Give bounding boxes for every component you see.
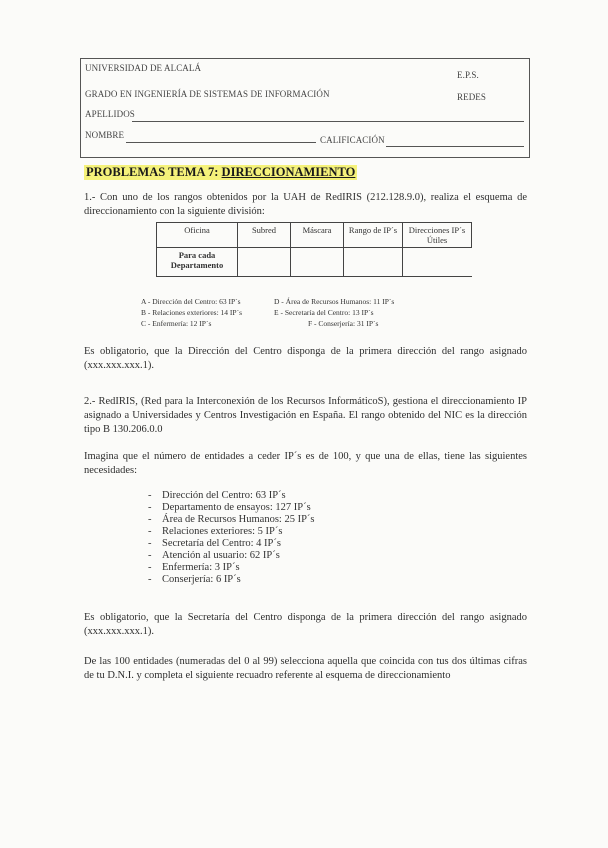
degree-name: GRADO EN INGENIERÍA DE SISTEMAS DE INFORMACIÓN — [85, 89, 330, 99]
department-list-right — [274, 296, 394, 329]
table-cell-usable — [403, 248, 472, 277]
list-item: B - Relaciones exteriores: 14 IP´s — [141, 308, 243, 317]
university-name: UNIVERSIDAD DE ALCALÁ — [85, 63, 202, 73]
table-cell-subnet — [238, 248, 291, 277]
list-item: - Secretaría del Centro: 4 IP´s — [148, 538, 315, 550]
name-line — [126, 142, 316, 143]
problem1-note: Es obligatorio, que la Dirección del Centro disponga de la primera dirección del rango asignado (xxx.xxx.xxx.1). — [84, 346, 527, 371]
department-list-left — [141, 296, 242, 329]
list-item: D - Área de Recursos Humanos: 11 IP´s — [274, 297, 395, 306]
subject-name: REDES — [457, 92, 487, 102]
list-item: - Área de Recursos Humanos: 25 IP´s — [148, 514, 315, 526]
surname-label: APELLIDOS — [85, 109, 135, 119]
problem2-selection: De las 100 entidades (numeradas del 0 al 99) selecciona aquella que coincida con tus dos últimas cifras de tu D.N.I. y completa el siguiente recuadro referente al esquema de direccionamiento — [84, 656, 527, 681]
title-topic: DIRECCIONAMIENTO — [221, 165, 356, 179]
list-item: - Atención al usuario: 62 IP´s — [148, 550, 315, 562]
title-prefix: PROBLEMAS TEMA 7: — [86, 165, 222, 179]
school-name: E.P.S. — [457, 70, 479, 80]
problem2-note: Es obligatorio, que la Secretaría del Centro disponga de la primera dirección del rango asignado (xxx.xxx.xxx.1). — [84, 612, 527, 637]
addressing-table — [156, 222, 472, 277]
table-cell-mask — [291, 248, 344, 277]
table-header: Oficina — [157, 223, 238, 248]
grade-label: CALIFICACIÓN — [320, 135, 385, 145]
list-item: - Departamento de ensayos: 127 IP´s — [148, 502, 315, 514]
page-title — [84, 165, 357, 180]
list-item: F - Conserjería: 31 IP´s — [308, 319, 379, 328]
list-item: C - Enfermería: 12 IP´s — [141, 319, 212, 328]
list-item: - Conserjería: 6 IP´s — [148, 574, 315, 586]
list-item: - Enfermería: 3 IP´s — [148, 562, 315, 574]
list-item: A - Dirección del Centro: 63 IP´s — [141, 297, 241, 306]
name-label: NOMBRE — [85, 130, 125, 140]
problem1-intro: 1.- Con uno de los rangos obtenidos por la UAH de RedIRIS (212.128.9.0), realiza el esquema de direccionamiento con la siguiente división: — [84, 192, 527, 217]
table-header: Subred — [238, 223, 291, 248]
problem2-intro: 2.- RedIRIS, (Red para la Interconexión de los Recursos InformáticoS), gestiona el direccionamiento IP asignado a Universidades y Centros Investigación en España. El rango obtenido del NIC es la dirección tipo B 130.206.0.0 — [84, 396, 527, 435]
list-item: E - Secretaría del Centro: 13 IP´s — [274, 308, 374, 317]
table-header: Máscara — [291, 223, 344, 248]
table-cell-range — [344, 248, 403, 277]
table-header-row — [157, 223, 472, 248]
table-row-label: Para cada Departamento — [157, 248, 238, 277]
table-row — [157, 248, 472, 277]
problem2-entities: Imagina que el número de entidades a ceder IP´s es de 100, y que una de ellas, tiene las siguientes necesidades: — [84, 451, 527, 476]
list-item: - Dirección del Centro: 63 IP´s — [148, 490, 315, 502]
requirements-list — [148, 490, 315, 586]
list-item: - Relaciones exteriores: 5 IP´s — [148, 526, 315, 538]
table-header: Rango de IP´s — [344, 223, 403, 248]
table-header: Direcciones IP´s Útiles — [403, 223, 472, 248]
surname-line — [132, 121, 524, 122]
grade-line — [386, 146, 524, 147]
